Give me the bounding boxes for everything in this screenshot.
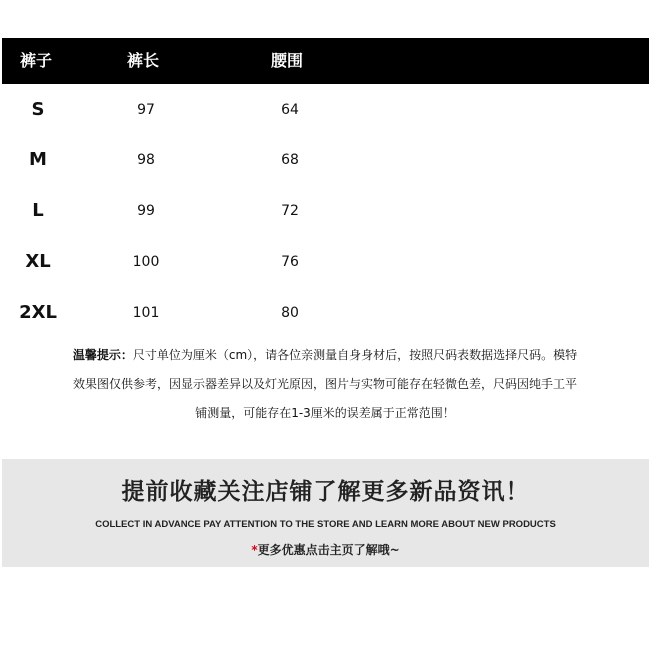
asterisk-mark: * xyxy=(251,543,258,557)
header-waist: 腰围 xyxy=(271,51,304,70)
size-label: XL xyxy=(25,251,51,272)
tip-line-2: 效果图仅供参考，因显示器差异以及灯光原因，图片与实物可能存在轻微色差，尺码因纯手工平 xyxy=(72,377,577,391)
table-row xyxy=(0,145,649,175)
table-row xyxy=(0,298,649,328)
length-value: 100 xyxy=(132,254,160,270)
table-row xyxy=(0,247,649,277)
table-row xyxy=(0,196,649,226)
length-value: 99 xyxy=(137,203,155,219)
waist-value: 72 xyxy=(281,203,299,219)
header-pants: 裤子 xyxy=(20,51,53,70)
size-label: 2XL xyxy=(19,302,57,323)
banner-title: 提前收藏关注店铺了解更多新品资讯！ xyxy=(121,479,530,505)
size-label: L xyxy=(32,200,44,221)
length-value: 98 xyxy=(137,152,155,168)
banner-subtitle[interactable] xyxy=(2,541,649,558)
waist-value: 80 xyxy=(281,305,299,321)
tip-text-1: 尺寸单位为厘米（cm），请各位亲测量自身身材后，按照尺码表数据选择尺码。模特 xyxy=(132,348,578,362)
tip-line-1 xyxy=(60,341,590,370)
tip-label: 温馨提示： xyxy=(72,348,133,362)
size-label: S xyxy=(31,99,45,120)
banner-subtitle-text: 更多优惠点击主页了解哦~ xyxy=(257,543,400,557)
table-row xyxy=(0,95,649,125)
header-length: 裤长 xyxy=(127,51,160,70)
size-table-header xyxy=(2,38,649,84)
tip-line-3: 铺测量，可能存在1-3厘米的误差属于正常范围！ xyxy=(195,406,455,420)
waist-value: 76 xyxy=(281,254,299,270)
waist-value: 64 xyxy=(281,102,299,118)
length-value: 101 xyxy=(132,305,160,321)
banner-english-text: COLLECT IN ADVANCE PAY ATTENTION TO THE STORE AND LEARN MORE ABOUT NEW PRODUCTS xyxy=(95,519,556,530)
length-value: 97 xyxy=(137,102,155,118)
follow-store-banner xyxy=(2,459,649,567)
size-label: M xyxy=(29,149,47,170)
waist-value: 68 xyxy=(281,152,299,168)
size-tip xyxy=(60,341,590,428)
